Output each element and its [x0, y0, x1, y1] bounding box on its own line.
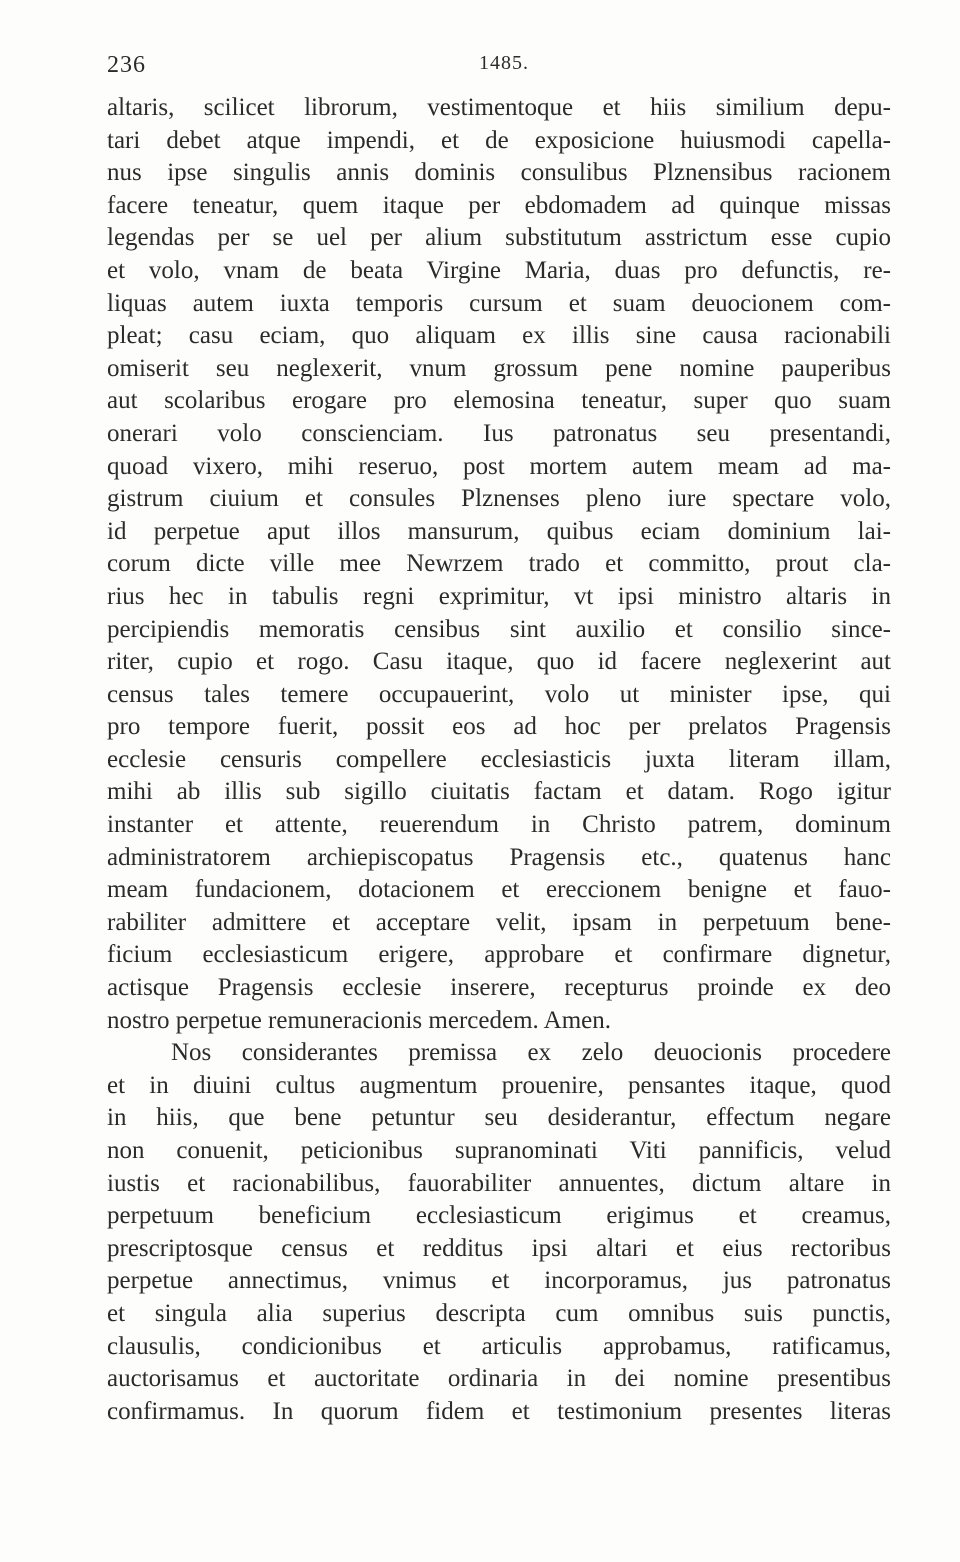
page-number: 236 [107, 52, 146, 78]
text-line: et volo, vnam de beata Virgine Maria, duas pro defunctis, re- [107, 256, 891, 284]
text-line: auctorisamus et auctoritate ordinaria in dei nomine presentibus [107, 1365, 891, 1393]
paragraph-1 [107, 92, 891, 1037]
text-line: facere teneatur, quem itaque per ebdomadem ad quinque missas [107, 191, 891, 219]
text-line: prescriptosque census et redditus ipsi altari et eius rectoribus [107, 1234, 891, 1262]
text-line: tari debet atque impendi, et de exposicione huiusmodi capella- [107, 126, 891, 154]
text-line: nus ipse singulis annis dominis consulibus Plznensibus racionem [107, 159, 891, 187]
text-line: aut scolaribus erogare pro elemosina teneatur, super quo suam [107, 387, 891, 415]
text-line: in hiis, que bene petuntur seu desiderantur, effectum negare [107, 1104, 891, 1132]
text-line: onerari volo conscienciam. Ius patronatus seu presentandi, [107, 419, 891, 447]
text-line: pleat; casu eciam, quo aliquam ex illis sine causa racionabili [107, 322, 891, 350]
text-line: rabiliter admittere et acceptare velit, ipsam in perpetuum bene- [107, 908, 891, 936]
page-header [107, 52, 889, 86]
text-line: mihi ab illis sub sigillo ciuitatis factam et datam. Rogo igitur [107, 778, 891, 806]
text-line: percipiendis memoratis censibus sint auxilio et consilio since- [107, 615, 891, 643]
text-line: nostro perpetue remuneracionis mercedem. Amen. [107, 1006, 611, 1034]
body-text [107, 92, 891, 1428]
text-line: legendas per se uel per alium substitutum asstrictum esse cupio [107, 224, 891, 252]
text-line: meam fundacionem, dotacionem et ereccionem benigne et fauo- [107, 876, 891, 904]
text-line: actisque Pragensis ecclesie inserere, recepturus proinde ex deo [107, 974, 891, 1002]
text-line: quoad vixero, mihi reseruo, post mortem autem meam ad ma- [107, 452, 891, 480]
text-line: iustis et racionabilibus, fauorabiliter annuentes, dictum altare in [107, 1169, 891, 1197]
text-line: corum dicte ville mee Newrzem trado et committo, prout cla- [107, 550, 891, 578]
text-line: perpetue annectimus, vnimus et incorporamus, jus patronatus [107, 1267, 891, 1295]
text-line: riter, cupio et rogo. Casu itaque, quo id facere neglexerint aut [107, 648, 891, 676]
text-line: et in diuini cultus augmentum prouenire, pensantes itaque, quod [107, 1071, 891, 1099]
text-line: altaris, scilicet librorum, vestimentoque et hiis similium depu- [107, 94, 891, 121]
text-line: perpetuum beneficium ecclesiasticum erigimus et creamus, [107, 1202, 891, 1230]
text-line: administratorem archiepiscopatus Pragensis etc., quatenus hanc [107, 843, 891, 871]
text-line: census tales temere occupauerint, volo ut minister ipse, qui [107, 680, 891, 708]
text-line: ficium ecclesiasticum erigere, approbare et confirmare dignetur, [107, 941, 891, 969]
running-head-year: 1485. [479, 52, 529, 74]
text-line: rius hec in tabulis regni exprimitur, vt ipsi ministro altaris in [107, 582, 891, 610]
text-line: confirmamus. In quorum fidem et testimonium presentes literas [107, 1397, 891, 1425]
text-line: et singula alia superius descripta cum omnibus suis punctis, [107, 1299, 891, 1327]
text-line: pro tempore fuerit, possit eos ad hoc per prelatos Pragensis [107, 713, 891, 741]
text-line: clausulis, condicionibus et articulis approbamus, ratificamus, [107, 1332, 891, 1360]
paragraph-2 [107, 1037, 891, 1428]
text-line: non conuenit, peticionibus supranominati Viti pannificis, velud [107, 1137, 891, 1164]
text-line: gistrum ciuium et consules Plznenses pleno iure spectare volo, [107, 485, 891, 513]
text-line: instanter et attente, reuerendum in Christo patrem, dominum [107, 811, 891, 839]
text-line: ecclesie censuris compellere ecclesiasticis juxta literam illam, [107, 745, 891, 773]
text-line: liquas autem iuxta temporis cursum et suam deuocionem com- [107, 289, 891, 317]
text-line: id perpetue aput illos mansurum, quibus eciam dominium lai- [107, 517, 891, 545]
text-line: omiserit seu neglexerit, vnum grossum pene nomine pauperibus [107, 354, 891, 382]
text-line: Nos considerantes premissa ex zelo deuocionis procedere [171, 1039, 891, 1067]
